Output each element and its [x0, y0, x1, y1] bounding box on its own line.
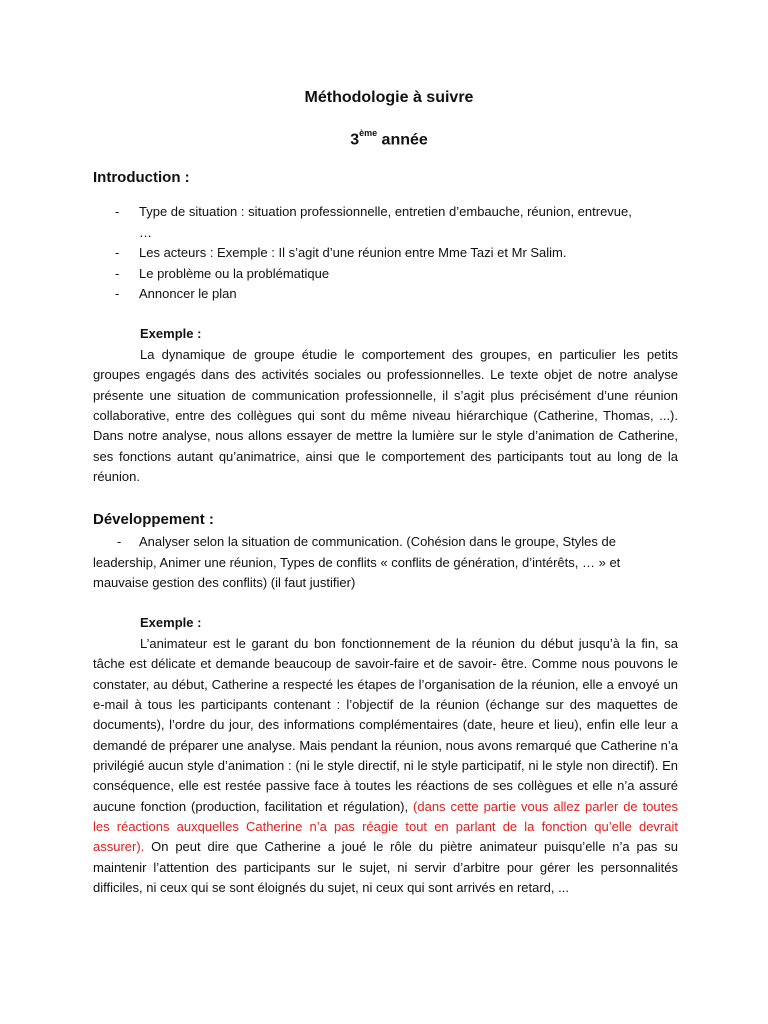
bullet-dash: -	[115, 265, 120, 281]
list-item-text: Annoncer le plan	[139, 286, 237, 301]
list-item	[115, 264, 635, 285]
document-subtitle	[0, 130, 768, 149]
developpement-heading: Développement :	[93, 511, 214, 528]
introduction-heading: Introduction :	[93, 169, 190, 186]
developpement-bullet-text: Analyser selon la situation de communication. (Cohésion dans le groupe, Styles de leadership, Animer une réunion, Types de conflits « conflits de génération, d’intérêts, … » et mauvaise gestion des conflits) (il faut justifier)	[93, 534, 621, 590]
subtitle-rest: année	[377, 131, 428, 149]
subtitle-number: 3	[350, 131, 360, 149]
introduction-bullet-list	[115, 202, 635, 305]
bullet-dash: -	[115, 286, 120, 301]
subtitle-superscript: ème	[359, 128, 378, 138]
list-item-text: Les acteurs : Exemple : Il s’agit d’une réunion entre Mme Tazi et Mr Salim.	[139, 245, 567, 260]
introduction-example-text: La dynamique de groupe étudie le comportement des groupes, en particulier les petits groupes engagés dans des activités sociales ou professionnelles. Le texte objet de notre analyse présente une situation de communication professionnelle, il s’agit plus précisément d’une réunion collaborative, entre des collègues qui sont du même niveau hiérarchique (Catherine, Thomas, ...). Dans notre analyse, nous allons essayer de mettre la lumière sur le style d’animation de Catherine, ses fonctions autant qu’animatrice, ainsi que le comportement des participants tout au long de la réunion.	[93, 347, 678, 485]
example-text-part-1: L’animateur est le garant du bon fonctionnement de la réunion du début jusqu’à la fin, sa tâche est délicate et demande beaucoup de savoir-faire et de savoir- être. Comme nous pouvons le constater, au début, Catherine a respecté les étapes de l’organisation de la réunion, elle a envoyé un e-mail à tous les participants contenant : l’objectif de la réunion (échange sur des maquettes de documents), l’ordre du jour, des informations complémentaires (date, heure et lieu), enfin elle leur a demandé de préparer une analyse. Mais pendant la réunion, nous avons remarqué que Catherine n’a privilégié aucun style d’animation : (ni le style directif, ni le style participatif, ni le style non directif). En conséquence, elle est restée passive face à toutes les réactions de ses collègues et elle n’a assuré aucune fonction (production, facilitation et régulation),	[93, 636, 678, 814]
example-text-part-2: On peut dire que Catherine a joué le rôle du piètre animateur puisqu’elle n’a pas su maintenir l’attention des participants sur le sujet, ni servir d’arbitre pour gérer les personnalités difficiles, ni ceux qui se sont éloignés du sujet, ni ceux qui sont arrivés en retard, ...	[93, 839, 678, 896]
bullet-dash: -	[115, 245, 120, 260]
list-item-text: Type de situation : situation professionnelle, entretien d’embauche, réunion, entrevue, …	[139, 204, 632, 240]
list-item	[115, 243, 635, 264]
bullet-dash: -	[115, 204, 120, 219]
document-title: Méthodologie à suivre	[304, 89, 474, 106]
introduction-example-label: Exemple :	[140, 326, 202, 341]
bullet-dash: -	[117, 534, 122, 549]
list-item	[115, 284, 635, 305]
list-item-text: Le problème ou la problématique	[139, 265, 330, 281]
list-item	[115, 202, 635, 243]
developpement-example-label: Exemple :	[140, 615, 202, 630]
example-text-instruction-red: (dans cette partie vous allez parler de toutes les réactions auxquelles Catherine n’a pas réagie tout en parlant de la fonction qu’elle devrait assurer).	[93, 798, 678, 855]
developpement-bullet	[93, 532, 678, 594]
developpement-example-text	[93, 634, 678, 898]
